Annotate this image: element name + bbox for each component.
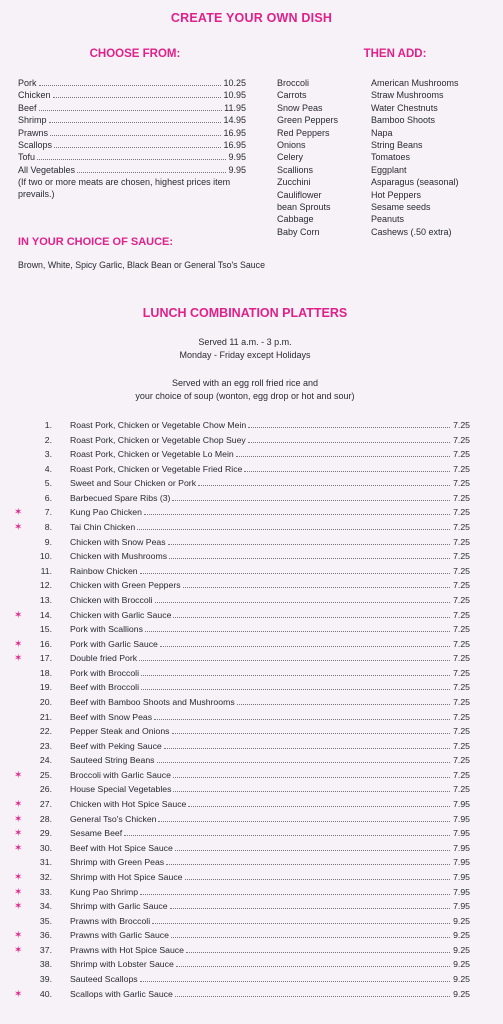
item-number: 37. (39, 944, 52, 955)
item-price: 7.25 (453, 478, 470, 489)
item-name: Prawns with Garlic Sauce (70, 930, 169, 941)
item-number: 11. (40, 565, 52, 576)
dot-leader (175, 850, 450, 851)
dot-leader (53, 97, 222, 98)
dot-leader (186, 952, 450, 953)
dot-leader (169, 558, 450, 559)
table-row (14, 770, 470, 785)
dot-leader (140, 981, 450, 982)
dot-leader (39, 85, 222, 86)
dot-leader (172, 733, 451, 734)
item-number: 4. (44, 463, 52, 474)
dot-leader (152, 923, 450, 924)
item-number: 23. (39, 740, 52, 751)
table-row (14, 653, 470, 668)
then-add-heading: THEN ADD: (363, 48, 427, 60)
item-name: Pork with Scallions (70, 624, 143, 635)
dot-leader (144, 514, 450, 515)
item-name: Kung Pao Chicken (70, 507, 142, 518)
item-price: 7.25 (453, 594, 470, 605)
item-name: Sauteed Scallops (70, 973, 138, 984)
vegetable-item: Scallions (277, 164, 314, 175)
table-row (14, 682, 470, 697)
chili-pepper-icon: ✶ (14, 828, 23, 840)
item-name: Broccoli with Garlic Sauce (70, 769, 171, 780)
item-name: Barbecued Spare Ribs (3) (70, 492, 171, 503)
item-price: 7.25 (453, 769, 470, 780)
item-number: 9. (44, 536, 52, 547)
item-name: Prawns with Broccoli (70, 915, 151, 926)
item-name: Beef (18, 102, 37, 113)
dot-leader (183, 587, 450, 588)
dot-leader (39, 110, 223, 111)
table-row (14, 857, 470, 872)
item-price: 7.25 (453, 551, 470, 562)
add-on-item: Cashews (.50 extra) (371, 226, 452, 237)
choose-from-heading: CHOOSE FROM: (89, 48, 181, 60)
vegetable-item: Zucchini (277, 177, 311, 188)
item-price: 9.25 (453, 988, 470, 999)
dot-leader (173, 791, 450, 792)
item-number: 20. (39, 696, 52, 707)
item-number: 29. (39, 828, 52, 839)
table-row (14, 712, 470, 727)
dot-leader (185, 879, 450, 880)
item-name: Beef with Peking Sauce (70, 740, 162, 751)
item-price: 7.25 (453, 638, 470, 649)
item-number: 10. (39, 551, 52, 562)
item-name: Beef with Bamboo Shoots and Mushrooms (70, 696, 235, 707)
sauce-options: Brown, White, Spicy Garlic, Black Bean or General Tso's Sauce (18, 260, 265, 270)
add-on-item: String Beans (371, 140, 423, 151)
item-price: 7.95 (453, 871, 470, 882)
item-price: 11.95 (224, 102, 246, 113)
vegetable-item: bean Sprouts (277, 202, 331, 213)
chili-pepper-icon: ✶ (14, 638, 23, 650)
item-price: 9.25 (453, 959, 470, 970)
item-name: Roast Pork, Chicken or Vegetable Chow Mein (70, 420, 247, 430)
item-number: 19. (39, 682, 52, 693)
item-name: Beef with Hot Spice Sauce (70, 842, 173, 853)
dot-leader (244, 471, 450, 472)
table-row (14, 741, 470, 756)
served-with-line-1: Served with an egg roll fried rice and (171, 378, 319, 388)
price-row (18, 89, 246, 101)
item-name: Pork with Broccoli (70, 667, 140, 678)
item-price: 7.25 (453, 565, 470, 576)
item-price: 7.25 (453, 624, 470, 635)
item-number: 8. (44, 522, 52, 533)
item-name: Chicken (18, 90, 51, 101)
item-number: 18. (39, 667, 52, 678)
item-price: 7.25 (453, 420, 470, 430)
chili-pepper-icon: ✶ (14, 988, 23, 1000)
item-name: Pork (18, 78, 37, 88)
dot-leader (248, 442, 450, 443)
table-row (14, 784, 470, 799)
table-row (14, 639, 470, 654)
table-row (14, 507, 470, 522)
dot-leader (77, 172, 226, 173)
item-number: 5. (44, 478, 52, 489)
table-row (14, 435, 470, 450)
item-name: Chicken with Broccoli (70, 594, 153, 605)
table-row (14, 668, 470, 683)
item-name: Double fried Pork (70, 653, 138, 664)
item-price: 9.25 (453, 973, 470, 984)
item-number: 31. (39, 857, 52, 868)
dot-leader (155, 602, 450, 603)
dot-leader (175, 996, 450, 997)
chili-pepper-icon: ✶ (14, 930, 23, 942)
table-row (14, 493, 470, 508)
item-name: Sauteed String Beans (70, 755, 155, 766)
item-number: 35. (39, 915, 52, 926)
served-with-block (0, 377, 490, 402)
dot-leader (145, 631, 450, 632)
vegetable-list (277, 77, 338, 238)
chili-pepper-icon: ✶ (14, 886, 23, 898)
item-name: Roast Pork, Chicken or Vegetable Lo Mein (70, 449, 234, 460)
served-hours: Served 11 a.m. - 3 p.m. (198, 337, 292, 347)
lunch-heading: LUNCH COMBINATION PLATTERS (142, 306, 348, 320)
page-title: CREATE YOUR OWN DISH (170, 11, 333, 25)
item-number: 1. (44, 420, 52, 430)
add-on-item: Peanuts (371, 214, 405, 225)
item-name: Shrimp with Hot Spice Sauce (70, 871, 183, 882)
item-name: Chicken with Mushrooms (70, 551, 168, 562)
chili-pepper-icon: ✶ (14, 522, 23, 534)
chili-pepper-icon: ✶ (14, 901, 23, 913)
price-row (18, 151, 246, 163)
item-price: 7.25 (453, 726, 470, 737)
dot-leader (173, 617, 450, 618)
vegetable-item: Cauliflower (277, 189, 322, 200)
table-row (14, 887, 470, 902)
table-row (14, 580, 470, 595)
item-number: 27. (39, 799, 52, 810)
table-row (14, 478, 470, 493)
item-name: All Vegetables (18, 164, 76, 175)
item-price: 7.25 (453, 492, 470, 503)
item-number: 2. (44, 434, 52, 445)
dot-leader (236, 456, 450, 457)
item-number: 36. (39, 930, 52, 941)
item-price: 9.25 (453, 944, 470, 955)
item-number: 21. (39, 711, 52, 722)
dot-leader (188, 806, 450, 807)
item-name: Chicken with Green Peppers (70, 580, 181, 591)
item-name: Tofu (18, 152, 36, 163)
table-row (14, 464, 470, 479)
dot-leader (141, 675, 450, 676)
item-name: Shrimp (18, 115, 47, 126)
item-number: 30. (39, 842, 52, 853)
add-on-item: Napa (371, 127, 393, 138)
item-name: Shrimp with Garlic Sauce (70, 901, 168, 912)
table-row (14, 930, 470, 945)
vegetable-item: Red Peppers (277, 127, 330, 138)
item-price: 7.25 (453, 434, 470, 445)
table-row (14, 901, 470, 916)
item-number: 25. (39, 769, 52, 780)
table-row (14, 420, 470, 435)
item-name: Chicken with Hot Spice Sauce (70, 799, 187, 810)
item-price: 7.25 (453, 653, 470, 664)
table-row (14, 959, 470, 974)
item-price: 7.25 (453, 609, 470, 620)
item-number: 38. (39, 959, 52, 970)
item-price: 7.25 (453, 580, 470, 591)
item-price: 10.95 (223, 90, 246, 101)
item-number: 28. (39, 813, 52, 824)
dot-leader (160, 646, 450, 647)
item-name: Pepper Steak and Onions (70, 726, 170, 737)
dot-leader (154, 719, 450, 720)
dot-leader (237, 704, 450, 705)
item-name: Tai Chin Chicken (70, 522, 136, 533)
item-number: 40. (39, 988, 52, 999)
item-number: 13. (39, 594, 52, 605)
combo-list (14, 420, 470, 1003)
item-name: Prawns (18, 127, 49, 138)
item-name: Sweet and Sour Chicken or Pork (70, 478, 197, 489)
table-row (14, 566, 470, 581)
add-on-item: Hot Peppers (371, 189, 422, 200)
sauce-heading: IN YOUR CHOICE OF SAUCE: (18, 236, 174, 248)
chili-pepper-icon: ✶ (14, 653, 23, 665)
price-row (18, 77, 246, 89)
table-row (14, 697, 470, 712)
dot-leader (158, 821, 450, 822)
table-row (14, 551, 470, 566)
table-row (14, 989, 470, 1004)
item-number: 15. (39, 624, 52, 635)
item-number: 14. (39, 609, 52, 620)
add-on-item: Asparagus (seasonal) (371, 177, 459, 188)
item-name: Shrimp with Lobster Sauce (70, 959, 174, 970)
served-with-line-2: your choice of soup (wonton, egg drop or hot and sour) (135, 390, 355, 401)
item-price: 7.95 (453, 799, 470, 810)
table-row (14, 814, 470, 829)
vegetable-item: Snow Peas (277, 102, 323, 113)
item-name: Pork with Garlic Sauce (70, 638, 158, 649)
item-name: Kung Pao Shrimp (70, 886, 139, 897)
add-on-item: Eggplant (371, 164, 407, 175)
price-row (18, 139, 246, 151)
table-row (14, 610, 470, 625)
item-price: 7.95 (453, 828, 470, 839)
price-note: (If two or more meats are chosen, highest prices item prevails.) (18, 177, 231, 200)
item-price: 9.95 (228, 152, 246, 163)
chili-pepper-icon: ✶ (14, 799, 23, 811)
item-name: Shrimp with Green Peas (70, 857, 165, 868)
item-price: 9.25 (453, 915, 470, 926)
add-on-item: Sesame seeds (371, 202, 431, 213)
table-row (14, 945, 470, 960)
dot-leader (166, 864, 450, 865)
dot-leader (198, 485, 450, 486)
item-price: 10.25 (223, 78, 246, 88)
item-price: 7.95 (453, 901, 470, 912)
item-name: Roast Pork, Chicken or Vegetable Chop Suey (70, 434, 246, 445)
item-name: Scallops with Garlic Sauce (70, 988, 173, 999)
item-price: 7.95 (453, 842, 470, 853)
item-price: 7.95 (453, 886, 470, 897)
item-name: Rainbow Chicken (70, 565, 138, 576)
item-price: 7.25 (453, 755, 470, 766)
dot-leader (173, 777, 450, 778)
served-hours-block (0, 336, 490, 361)
dot-leader (168, 544, 450, 545)
add-on-item: Water Chestnuts (371, 102, 438, 113)
item-number: 22. (39, 726, 52, 737)
table-row (14, 828, 470, 843)
item-number: 3. (44, 449, 52, 460)
item-name: Chicken with Snow Peas (70, 536, 166, 547)
dot-leader (140, 894, 450, 895)
item-number: 12. (39, 580, 52, 591)
item-price: 7.25 (453, 463, 470, 474)
item-price: 7.25 (453, 740, 470, 751)
item-price: 16.95 (223, 127, 246, 138)
item-name: Chicken with Garlic Sauce (70, 609, 172, 620)
table-row (14, 595, 470, 610)
item-price: 7.25 (453, 667, 470, 678)
item-name: Beef with Broccoli (70, 682, 140, 693)
chili-pepper-icon: ✶ (14, 813, 23, 825)
item-price: 7.95 (453, 813, 470, 824)
dot-leader (176, 966, 450, 967)
table-row (14, 755, 470, 770)
item-number: 16. (39, 638, 52, 649)
add-on-item: American Mushrooms (371, 78, 459, 88)
dot-leader (54, 147, 221, 148)
table-row (14, 974, 470, 989)
dot-leader (170, 908, 450, 909)
table-row (14, 726, 470, 741)
chili-pepper-icon: ✶ (14, 507, 23, 519)
price-row (18, 127, 246, 139)
item-name: Prawns with Hot Spice Sauce (70, 944, 184, 955)
add-on-list (371, 77, 459, 238)
item-price: 7.25 (453, 522, 470, 533)
dot-leader (137, 529, 450, 530)
table-row (14, 843, 470, 858)
add-on-item: Straw Mushrooms (371, 90, 444, 101)
vegetable-item: Celery (277, 152, 304, 163)
item-number: 7. (44, 507, 52, 518)
item-name: Beef with Snow Peas (70, 711, 153, 722)
item-number: 6. (44, 492, 52, 503)
item-price: 16.95 (223, 140, 246, 151)
item-price: 9.25 (453, 930, 470, 941)
item-number: 24. (39, 755, 52, 766)
vegetable-item: Green Peppers (277, 115, 339, 126)
item-number: 32. (39, 871, 52, 882)
item-price: 14.95 (223, 115, 246, 126)
item-price: 7.25 (453, 507, 470, 518)
table-row (14, 799, 470, 814)
item-price: 7.25 (453, 449, 470, 460)
item-name: Sesame Beef (70, 828, 123, 839)
dot-leader (49, 122, 222, 123)
item-price: 7.25 (453, 784, 470, 795)
dot-leader (172, 500, 450, 501)
table-row (14, 537, 470, 552)
chili-pepper-icon: ✶ (14, 609, 23, 621)
item-name: Scallops (18, 140, 53, 151)
table-row (14, 522, 470, 537)
served-days: Monday - Friday except Holidays (179, 349, 311, 360)
table-row (14, 449, 470, 464)
choose-from-list (18, 77, 246, 200)
table-row (14, 624, 470, 639)
item-price: 7.25 (453, 682, 470, 693)
item-name: Roast Pork, Chicken or Vegetable Fried Rice (70, 463, 243, 474)
chili-pepper-icon: ✶ (14, 944, 23, 956)
dot-leader (171, 937, 450, 938)
price-row (18, 114, 246, 126)
dot-leader (50, 135, 221, 136)
vegetable-item: Baby Corn (277, 226, 320, 237)
dot-leader (140, 573, 450, 574)
item-price: 7.25 (453, 696, 470, 707)
item-price: 7.25 (453, 711, 470, 722)
item-name: House Special Vegetables (70, 784, 172, 795)
table-row (14, 916, 470, 931)
item-price: 7.25 (453, 536, 470, 547)
item-number: 33. (39, 886, 52, 897)
vegetable-item: Broccoli (277, 78, 310, 88)
table-row (14, 872, 470, 887)
item-number: 39. (39, 973, 52, 984)
chili-pepper-icon: ✶ (14, 871, 23, 883)
dot-leader (141, 689, 450, 690)
vegetable-item: Cabbage (277, 214, 314, 225)
price-row (18, 102, 246, 114)
dot-leader (37, 159, 226, 160)
dot-leader (157, 762, 450, 763)
item-price: 7.95 (453, 857, 470, 868)
item-number: 34. (39, 901, 52, 912)
item-number: 17. (39, 653, 52, 664)
dot-leader (124, 835, 450, 836)
dot-leader (248, 427, 450, 428)
dot-leader (139, 660, 450, 661)
vegetable-item: Onions (277, 140, 306, 151)
dot-leader (164, 748, 450, 749)
item-price: 9.95 (228, 164, 246, 175)
price-row (18, 164, 246, 176)
chili-pepper-icon: ✶ (14, 769, 23, 781)
add-on-item: Tomatoes (371, 152, 411, 163)
add-on-item: Bamboo Shoots (371, 115, 436, 126)
item-name: General Tso's Chicken (70, 813, 157, 824)
chili-pepper-icon: ✶ (14, 842, 23, 854)
item-number: 26. (39, 784, 52, 795)
vegetable-item: Carrots (277, 90, 307, 101)
